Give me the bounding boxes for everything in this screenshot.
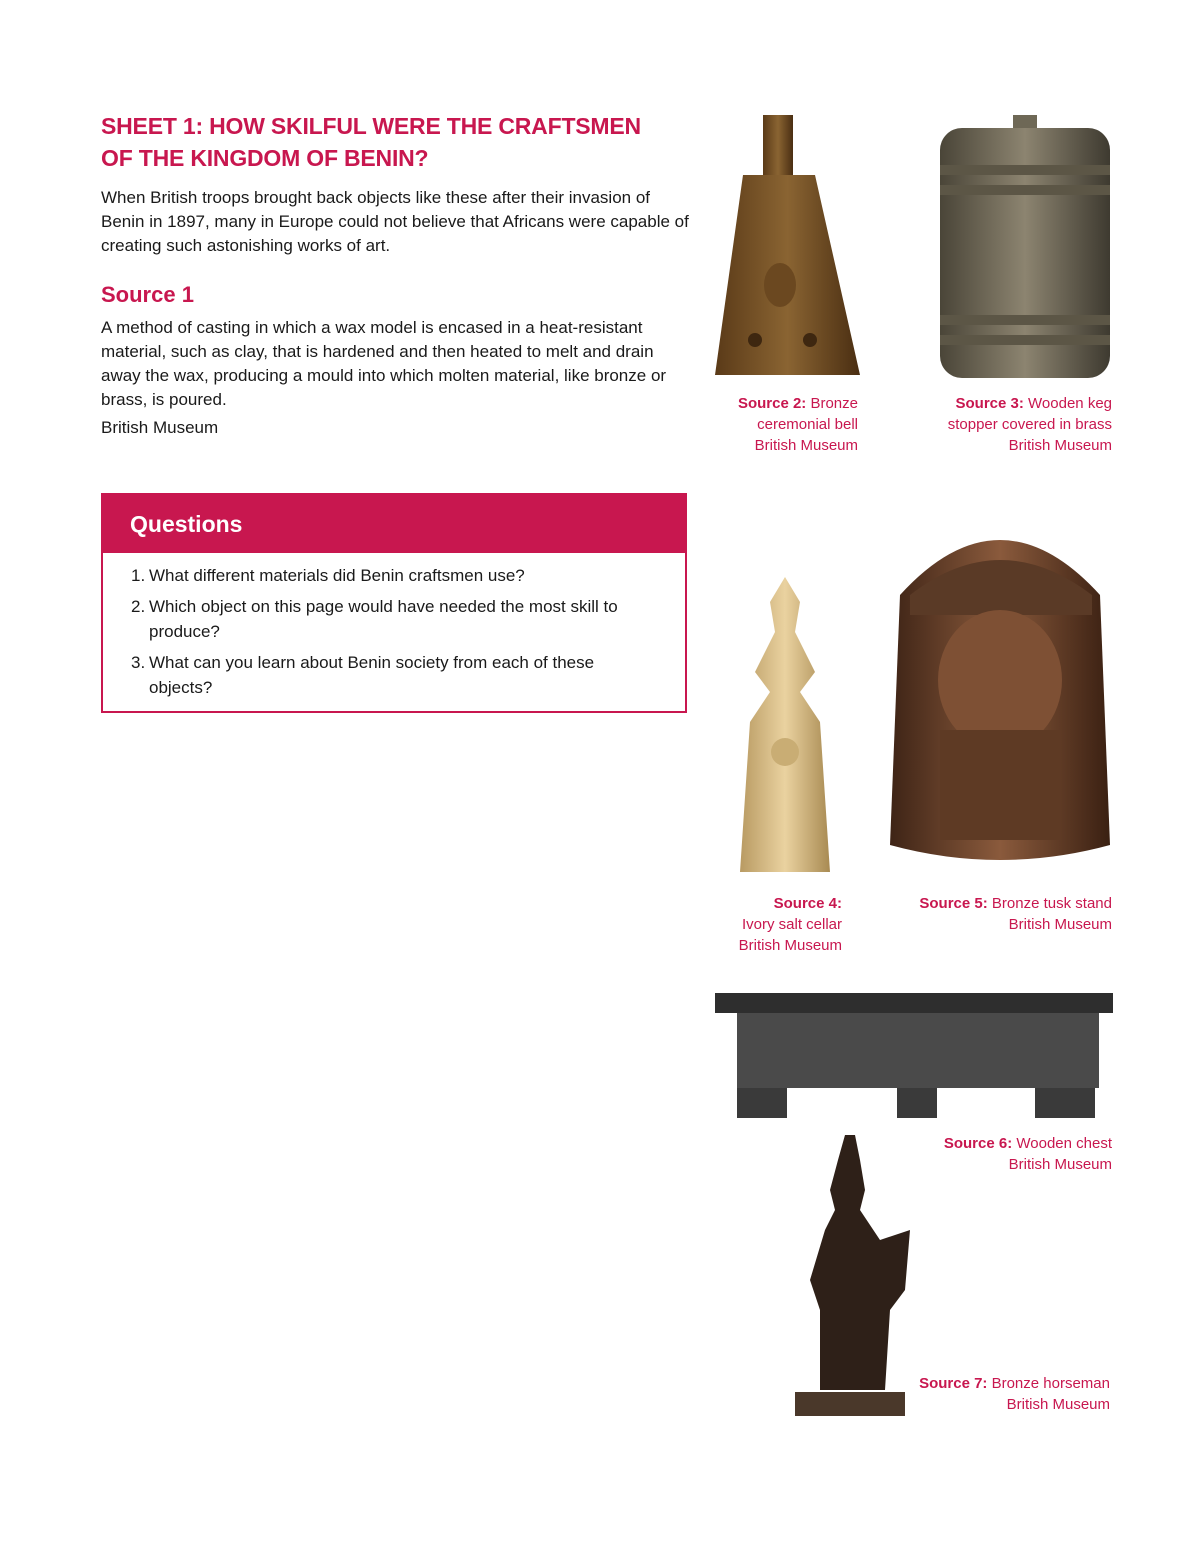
question-number: 2. xyxy=(131,597,146,616)
source2-credit: British Museum xyxy=(754,437,858,454)
source3-credit: British Museum xyxy=(1008,437,1112,454)
wooden-chest-icon xyxy=(715,993,1113,1123)
question-text: What can you learn about Benin society from each of these objects? xyxy=(149,653,595,697)
intro-paragraph: When British troops brought back objects like these after their invasion of Benin in 1897, many in Europe could not believe that Africans were capable of creating such astonishing works of art. xyxy=(101,188,689,255)
questions-heading: Questions xyxy=(103,495,685,553)
question-item xyxy=(131,563,665,588)
bronze-head-image xyxy=(870,505,1132,867)
source7-label: Source 7: xyxy=(919,1375,988,1392)
ivory-salt-cellar-image xyxy=(720,572,850,882)
question-number: 1. xyxy=(131,566,146,585)
source4-label: Source 4: xyxy=(773,895,842,912)
source2-caption xyxy=(700,393,858,456)
source2-desc-2: ceremonial bell xyxy=(757,416,858,433)
page-title-line2: OF THE KINGDOM OF BENIN? xyxy=(101,145,429,171)
wooden-keg-icon xyxy=(935,110,1125,385)
source3-desc: Wooden keg xyxy=(1028,395,1112,412)
source1-credit: British Museum xyxy=(101,418,219,437)
page-title xyxy=(101,110,701,174)
ivory-salt-cellar-icon xyxy=(720,572,850,882)
question-item xyxy=(131,650,665,700)
source5-desc: Bronze tusk stand xyxy=(991,895,1112,912)
source3-desc-2: stopper covered in brass xyxy=(947,416,1112,433)
source6-desc: Wooden chest xyxy=(1016,1135,1112,1152)
source6-label: Source 6: xyxy=(943,1135,1013,1152)
source2-label: Source 2: xyxy=(737,395,807,412)
source1-heading: Source 1 xyxy=(101,282,194,307)
source1-text: A method of casting in which a wax model is encased in a heat-resistant material, such as clay, that is hardened and then heated to melt and drain away the wax, producing a mould into which molten material, like bronze or brass, is poured. xyxy=(101,318,667,409)
source5-caption xyxy=(900,893,1112,935)
question-number: 3. xyxy=(131,653,146,672)
bronze-head-icon xyxy=(870,505,1132,867)
source3-label: Source 3: xyxy=(955,395,1024,412)
question-item xyxy=(131,594,665,644)
page-title-line1: SHEET 1: HOW SKILFUL WERE THE CRAFTSMEN xyxy=(101,113,641,139)
source5-credit: British Museum xyxy=(1008,916,1112,933)
wooden-chest-image xyxy=(715,993,1113,1123)
questions-list xyxy=(103,553,685,700)
source7-credit: British Museum xyxy=(1006,1396,1110,1413)
question-text: Which object on this page would have needed the most skill to produce? xyxy=(149,597,618,641)
questions-box xyxy=(101,493,687,713)
source4-credit: British Museum xyxy=(738,937,842,954)
source4-desc: Ivory salt cellar xyxy=(741,916,842,933)
source7-caption xyxy=(880,1373,1110,1415)
source6-credit: British Museum xyxy=(1008,1156,1112,1173)
source3-caption xyxy=(900,393,1112,456)
question-text: What different materials did Benin craftsmen use? xyxy=(149,566,525,585)
source6-caption xyxy=(900,1133,1112,1175)
source7-desc: Bronze horseman xyxy=(991,1375,1110,1392)
bronze-bell-icon xyxy=(715,110,865,385)
source5-label: Source 5: xyxy=(919,895,988,912)
source2-desc: Bronze xyxy=(810,395,858,412)
bronze-bell-image xyxy=(715,110,865,385)
wooden-keg-image xyxy=(935,110,1125,385)
source4-caption xyxy=(700,893,842,956)
